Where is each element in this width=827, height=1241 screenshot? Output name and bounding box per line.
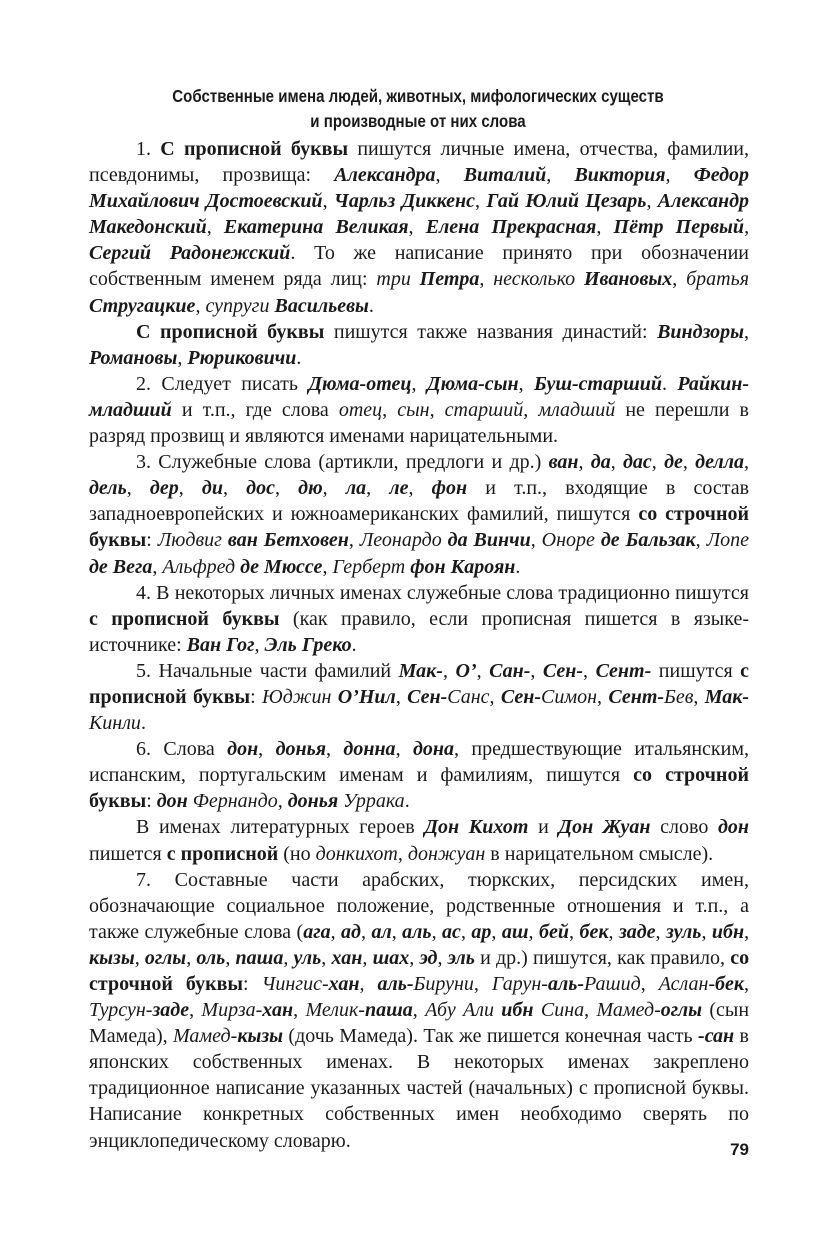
text-run: не перешли в разряд прозвищ и являются именами нарицательными. [89, 398, 749, 448]
text-run: , [474, 190, 487, 213]
text-run: , [479, 268, 494, 291]
text-run: , [382, 398, 398, 421]
emphasis-run: со строчной буквы [89, 764, 749, 813]
emphasis-run: Эль Греко [264, 633, 352, 656]
text-run: , [546, 164, 575, 187]
text-run: , [277, 790, 288, 813]
text-run: , [460, 920, 472, 943]
emphasis-run: Аслан- [658, 973, 716, 995]
text-run: , [408, 477, 432, 500]
text-run: , [491, 920, 502, 943]
emphasis-run: уль [293, 946, 322, 969]
paragraph-literary-heroes [89, 814, 749, 866]
text-run: , [672, 268, 687, 291]
text-run: , [435, 164, 464, 187]
emphasis-run: Уррака [338, 790, 405, 813]
emphasis-run: Альфред [162, 555, 241, 578]
emphasis-run: ле [389, 477, 409, 500]
emphasis-run: Сен- [542, 659, 584, 682]
text-run: В именах литературных героев [136, 816, 425, 839]
text-run: , [186, 946, 197, 969]
emphasis-run: Пётр Первый [613, 216, 745, 239]
text-run: 6. Слова [136, 738, 228, 761]
text-run: , [578, 451, 591, 474]
text-run: , [283, 946, 294, 969]
emphasis-run: донья [275, 738, 327, 761]
text-run: (дочь Мамеда). Так же пишется конечная часть [283, 1025, 699, 1048]
emphasis-run: дер [149, 477, 179, 500]
emphasis-run: Бируни [413, 973, 474, 995]
emphasis-run: бей [539, 920, 569, 943]
emphasis-run: Екатерина Великая [223, 216, 409, 239]
emphasis-run: ар [471, 920, 492, 943]
text-run: , [693, 685, 705, 708]
text-run: . [515, 555, 521, 578]
emphasis-run: хан [262, 999, 294, 1022]
text-run: , [362, 946, 373, 969]
emphasis-run: Турсун- [89, 999, 153, 1022]
emphasis-run: ла [345, 477, 367, 500]
text-run: , [476, 659, 490, 682]
emphasis-run: Симон [541, 685, 598, 708]
emphasis-run: супруги [205, 294, 275, 317]
text-run: , [437, 946, 448, 969]
emphasis-run: дона [412, 738, 454, 761]
emphasis-run: донкихот [315, 842, 398, 865]
text-run: . [662, 372, 678, 395]
text-run: , [206, 216, 224, 239]
text-run: , [322, 190, 334, 213]
emphasis-run: донна [343, 738, 396, 761]
emphasis-run: бек [579, 920, 609, 943]
emphasis-run: Сен- [407, 685, 448, 708]
text-run: , [489, 685, 501, 708]
emphasis-run: ван [548, 451, 579, 474]
emphasis-run: оль [196, 946, 226, 969]
emphasis-run: Виктория [574, 164, 666, 187]
emphasis-run: ад [341, 920, 361, 943]
paragraph-4 [89, 580, 749, 658]
emphasis-run: заде [618, 920, 656, 943]
emphasis-run: заде [152, 999, 190, 1022]
emphasis-run: Мамед- [173, 1025, 238, 1048]
emphasis-run: Рюриковичи [187, 346, 297, 369]
text-run: , [646, 190, 658, 213]
emphasis-run: с прописной буквы [89, 659, 750, 708]
emphasis-run: братья [686, 268, 750, 291]
text-run: , [189, 999, 202, 1022]
section-heading-line-1: Собственные имена людей, животных, мифологических существ [172, 86, 664, 106]
emphasis-run: Фернандо [187, 790, 278, 813]
text-run: , [397, 842, 408, 865]
emphasis-run: О’ [455, 659, 477, 682]
emphasis-run: дю [298, 477, 323, 500]
emphasis-run: фон Кароян [410, 555, 516, 578]
text-run: в нарицательном смысле). [485, 842, 714, 865]
emphasis-run: Романовы [89, 346, 178, 369]
emphasis-run: со строчной буквы [89, 503, 749, 552]
emphasis-run: дель [89, 477, 127, 500]
text-run: , [744, 451, 749, 474]
emphasis-run: О’Нил [337, 685, 396, 708]
text-run: , [359, 973, 378, 995]
emphasis-run: Гай Юлий Цезарь [486, 190, 647, 213]
emphasis-run: ал [371, 920, 392, 943]
emphasis-run: Лопе [706, 529, 750, 552]
paragraph-7 [89, 867, 749, 1154]
text-run: , [442, 659, 456, 682]
emphasis-run: Васильевы [274, 294, 369, 317]
emphasis-run: С прописной буквы [136, 320, 325, 343]
emphasis-run: Людвиг [157, 529, 228, 552]
emphasis-run: ван Бетховен [227, 529, 349, 552]
section-heading [134, 84, 702, 134]
text-run: , [321, 946, 332, 969]
text-run: : [146, 790, 157, 813]
text-run: и т.п., входящие в состав западноевропейских и южноамериканских фамилий, пишутся [89, 477, 750, 526]
emphasis-run: Стругацкие [89, 294, 196, 317]
emphasis-run: дас [622, 451, 652, 474]
emphasis-run: Оноре [541, 529, 601, 552]
text-run: , [569, 920, 580, 943]
text-run: , [640, 973, 659, 995]
text-run: , [744, 320, 749, 343]
text-run: , [608, 920, 619, 943]
emphasis-run: с прописной [166, 842, 279, 865]
text-run: : [146, 529, 158, 552]
emphasis-run: де Мюссе [240, 555, 323, 578]
text-run: , [274, 477, 299, 500]
text-run: , [134, 946, 145, 969]
emphasis-run: кызы [237, 1025, 284, 1048]
emphasis-run: фон [431, 477, 468, 500]
body-text [89, 136, 749, 1154]
emphasis-run: дон [156, 790, 188, 813]
text-run: , [366, 477, 390, 500]
emphasis-run: -сан [698, 1025, 735, 1048]
text-run: , [473, 973, 492, 995]
emphasis-run: паша [364, 999, 413, 1022]
emphasis-run: аш [501, 920, 529, 943]
section-heading-line-2: и производные от них слова [310, 111, 526, 131]
emphasis-run: дон [717, 816, 749, 839]
emphasis-run: несколько [493, 268, 584, 291]
emphasis-run: дон [227, 738, 259, 761]
text-run: (сын Мамеда), [89, 999, 750, 1048]
emphasis-run: бек [715, 973, 745, 995]
emphasis-run: ага [303, 920, 331, 943]
text-run: , [528, 920, 540, 943]
text-run: . [404, 790, 410, 813]
text-run: : [250, 685, 263, 708]
text-run: 4. В некоторых личных именах служебные слова традиционно пишутся [136, 581, 749, 604]
text-run: пишутся также названия династий: [324, 320, 658, 343]
text-run: , [293, 999, 306, 1022]
emphasis-run: де Бальзак [600, 529, 696, 552]
text-run: , [254, 633, 265, 656]
emphasis-run: Кинли [89, 712, 141, 735]
text-run: , [610, 451, 623, 474]
text-run: , [360, 920, 372, 943]
text-run: , [395, 685, 408, 708]
text-run: , [655, 920, 667, 943]
text-run: , [530, 659, 543, 682]
emphasis-run: оглы [660, 999, 703, 1022]
emphasis-run: аль- [377, 973, 414, 995]
paragraph-2 [89, 371, 749, 449]
emphasis-run: эль [447, 946, 475, 969]
emphasis-run: Виндзоры [657, 320, 744, 343]
text-run: , [695, 529, 707, 552]
emphasis-run: хан [328, 973, 360, 995]
emphasis-run: Герберт [332, 555, 411, 578]
emphasis-run: эд [419, 946, 438, 969]
text-run: : [243, 973, 262, 995]
text-run: , [348, 529, 360, 552]
text-run: , [395, 738, 413, 761]
emphasis-run: Мак- [704, 685, 750, 708]
text-run: , [322, 477, 346, 500]
text-run: (как правило, если прописная пишется в языке-источнике: [89, 607, 750, 656]
text-run: , [412, 999, 426, 1022]
emphasis-run: Чарльз Диккенс [333, 190, 475, 213]
emphasis-run: Гарун- [491, 973, 548, 995]
emphasis-run: Сина [533, 999, 585, 1022]
emphasis-run: Сергий Радонежский [89, 242, 291, 265]
emphasis-run: Райкин-младший [89, 372, 750, 421]
text-run: 1. [136, 138, 161, 160]
text-run: , [701, 920, 712, 943]
emphasis-run: шах [372, 946, 410, 969]
emphasis-run: оглы [144, 946, 187, 969]
emphasis-run: Бев [664, 685, 694, 708]
emphasis-run: де Вега [89, 555, 153, 578]
text-run: , [596, 216, 614, 239]
emphasis-run: Мамед- [596, 999, 661, 1022]
text-run: , [330, 920, 342, 943]
text-run: пишутся [651, 659, 741, 682]
emphasis-run: С прописной буквы [160, 138, 349, 160]
text-run: , [126, 477, 150, 500]
emphasis-run: хан [331, 946, 363, 969]
text-run: и [528, 816, 559, 839]
emphasis-run: да Винчи [447, 529, 531, 552]
emphasis-run: три [376, 268, 420, 291]
emphasis-run: с прописной буквы [89, 607, 280, 630]
text-run: , [523, 398, 539, 421]
emphasis-run: Абу Али [425, 999, 502, 1022]
emphasis-run: ибн [501, 999, 534, 1022]
text-run: , предшествующие итальянским, испанским, португальским именам и фамилиям, пишутся [89, 738, 750, 787]
paragraph-dynasties [89, 319, 749, 371]
text-run: 7. Составные части арабских, тюркских, персидских имен, обозначающие социальное положение, родственные отношения и т.п., а также служебные слова ( [89, 868, 749, 943]
text-run: в японских собственных именах. В некоторых именах закреплено традиционное написание указанных частей (начальных) с прописной буквы. Написание конкретных собственных имен необходимо сверять по энциклопедическому словарю. [89, 1025, 749, 1152]
text-run: , [584, 999, 597, 1022]
emphasis-run: де [664, 451, 683, 474]
text-run: , [583, 659, 596, 682]
text-run: , [326, 738, 344, 761]
text-run: , [409, 946, 420, 969]
text-run: , [597, 685, 609, 708]
emphasis-run: ас [442, 920, 461, 943]
emphasis-run: Юджин [262, 685, 338, 708]
text-run: пишется [89, 842, 167, 865]
text-run: , [665, 164, 694, 187]
paragraph-6 [89, 736, 749, 814]
text-run: , [431, 920, 443, 943]
text-run: . [351, 633, 357, 656]
text-run: , [322, 555, 333, 578]
text-run: , [391, 920, 403, 943]
emphasis-run: паша [235, 946, 284, 969]
emphasis-run: младший [538, 398, 616, 421]
emphasis-run: Александра [334, 164, 436, 187]
text-run: , [744, 920, 750, 943]
emphasis-run: Сан- [489, 659, 531, 682]
emphasis-run: донья [287, 790, 339, 813]
text-run: 5. Начальные части фамилий [136, 659, 399, 682]
emphasis-run: ибн [711, 920, 745, 943]
emphasis-run: старший [444, 398, 524, 421]
text-run: , [177, 346, 188, 369]
emphasis-run: Ивановых [584, 268, 673, 291]
emphasis-run: Мак- [398, 659, 443, 682]
text-run: , [411, 372, 427, 395]
emphasis-run: Сент- [608, 685, 665, 708]
emphasis-run: Рашид [584, 973, 641, 995]
paragraph-3 [89, 449, 749, 579]
emphasis-run: Мелик- [305, 999, 365, 1022]
emphasis-run: кызы [89, 946, 135, 969]
text-run: , [744, 216, 750, 239]
emphasis-run: ди [201, 477, 223, 500]
emphasis-run: Петра [419, 268, 480, 291]
text-run: , [530, 529, 542, 552]
text-run: . [296, 346, 302, 369]
text-run: , [429, 398, 445, 421]
text-run: , [518, 372, 535, 395]
emphasis-run: Дон Жуан [558, 816, 651, 839]
text-run: , [744, 973, 750, 995]
emphasis-run: да [590, 451, 611, 474]
emphasis-run: зуль [666, 920, 702, 943]
text-run: 2. Следует писать [136, 372, 309, 395]
emphasis-run: Александр Македонский [89, 190, 750, 239]
emphasis-run: Елена Прекрасная [425, 216, 597, 239]
text-run: пишутся личные имена, отчества, фамилии, псевдонимы, прозвища: [89, 138, 750, 187]
emphasis-run: Сен- [500, 685, 541, 708]
text-run: , [152, 555, 163, 578]
emphasis-run: Санс [447, 685, 490, 708]
text-run: , [651, 451, 665, 474]
paragraph-5 [89, 658, 749, 736]
emphasis-run: Мирза- [201, 999, 263, 1022]
emphasis-run: Дюма-отец [308, 372, 412, 395]
emphasis-run: делла [695, 451, 744, 474]
emphasis-run: Дон Кихот [424, 816, 529, 839]
emphasis-run: Виталий [463, 164, 547, 187]
text-run: . То же написание принято при обозначении собственным именем ряда лиц: [89, 242, 749, 291]
text-run: слово [650, 816, 718, 839]
text-run: , [225, 946, 236, 969]
emphasis-run: со строчной буквы [89, 946, 750, 995]
emphasis-run: Ван Гог [186, 633, 255, 656]
text-run: (но [278, 842, 316, 865]
text-run: , [195, 294, 206, 317]
emphasis-run: Сент- [595, 659, 652, 682]
emphasis-run: аль [402, 920, 432, 943]
text-run: . [140, 712, 146, 735]
page-number: 79 [730, 1140, 749, 1159]
text-run: , [408, 216, 426, 239]
text-run: 3. Служебные слова (артикли, предлоги и др.) [136, 451, 549, 474]
text-run: , [682, 451, 696, 474]
text-run: , [222, 477, 247, 500]
text-run: и др.) пишутся, как правило, [474, 946, 731, 969]
emphasis-run: Дюма-сын [426, 372, 519, 395]
emphasis-run: донжуан [407, 842, 486, 865]
emphasis-run: аль- [547, 973, 585, 995]
emphasis-run: дос [246, 477, 275, 500]
emphasis-run: Леонардо [359, 529, 448, 552]
text-run: и т.п., где слова [171, 398, 339, 421]
emphasis-run: отец [338, 398, 383, 421]
text-run: . [368, 294, 374, 317]
emphasis-run: Федор Михайлович Достоевский [89, 164, 749, 213]
text-run: , [178, 477, 202, 500]
text-run: , [258, 738, 276, 761]
emphasis-run: сын [397, 398, 430, 421]
emphasis-run: Чингис- [261, 973, 329, 995]
paragraph-1 [89, 136, 749, 319]
emphasis-run: Буш-старший [534, 372, 663, 395]
